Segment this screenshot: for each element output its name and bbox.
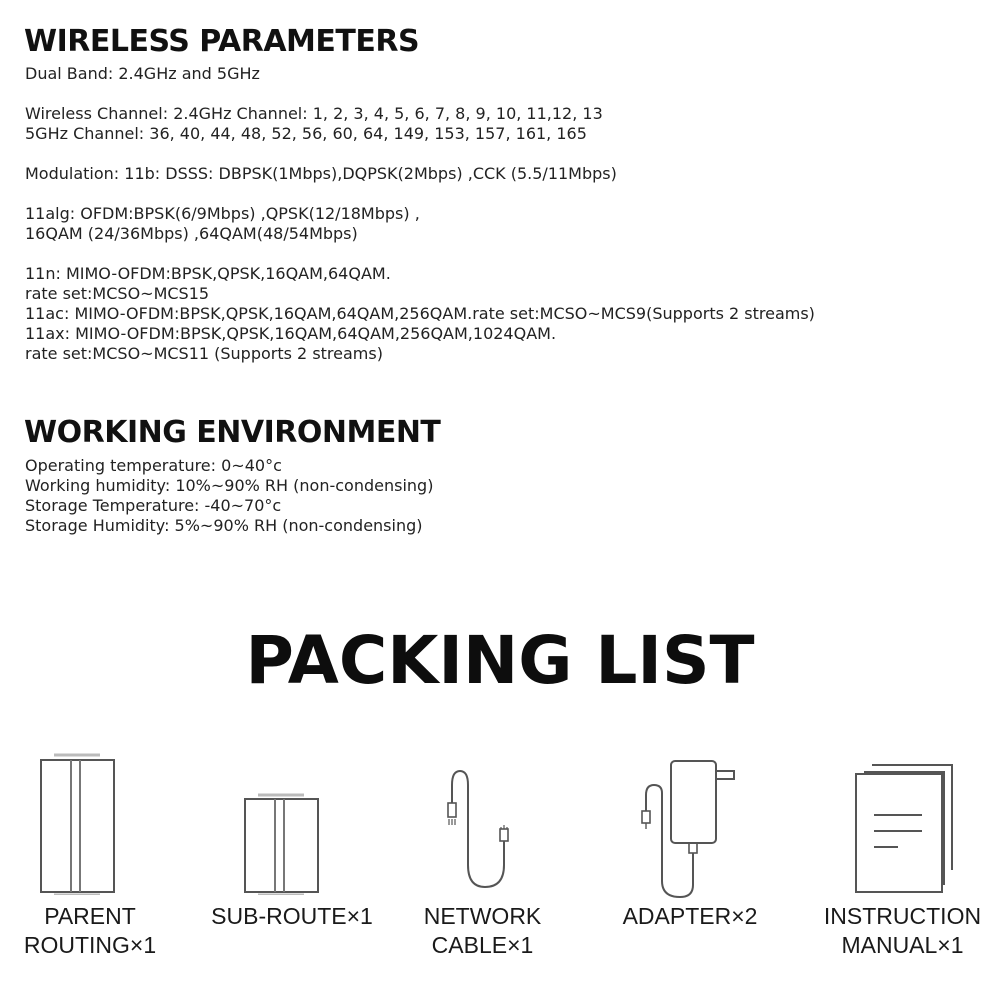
label-line: INSTRUCTION (823, 903, 982, 929)
label-line: NETWORK (423, 903, 542, 929)
spec-line: 11ax: MIMO-OFDM:BPSK,QPSK,16QAM,64QAM,256QAM,1024QAM. (25, 324, 557, 343)
working-environment-list (25, 456, 433, 536)
packing-label-manual (810, 902, 995, 960)
packing-label-sub-router (192, 902, 392, 931)
spec-line: rate set:MCSO~MCS15 (25, 284, 210, 303)
working-environment-heading: WORKING ENVIRONMENT (24, 415, 441, 450)
wireless-parameters-heading: WIRELESS PARAMETERS (24, 24, 420, 59)
packing-item-network-cable (440, 745, 520, 895)
spec-line: Operating temperature: 0~40°c (25, 456, 282, 475)
label-line: MANUAL×1 (841, 932, 964, 958)
packing-item-manual (852, 745, 962, 895)
spec-line: 11alg: OFDM:BPSK(6/9Mbps) ,QPSK(12/18Mbps) , (25, 204, 420, 223)
wireless-parameters-list (25, 64, 815, 364)
packing-label-parent-router (0, 902, 180, 960)
spec-line: Working humidity: 10%~90% RH (non-condensing) (25, 476, 434, 495)
packing-list-title: PACKING LIST (245, 622, 755, 699)
adapter-icon (630, 745, 740, 900)
label-line: ADAPTER×2 (622, 903, 758, 929)
network-cable-icon (440, 745, 520, 895)
packing-item-parent-router (38, 745, 118, 895)
parent-router-icon (38, 745, 118, 895)
spec-line: Storage Temperature: -40~70°c (25, 496, 282, 515)
spec-line: Modulation: 11b: DSSS: DBPSK(1Mbps),DQPSK(2Mbps) ,CCK (5.5/11Mbps) (25, 164, 617, 183)
spec-line: Wireless Channel: 2.4GHz Channel: 1, 2, 3, 4, 5, 6, 7, 8, 9, 10, 11,12, 13 (25, 104, 603, 123)
sub-router-icon (242, 745, 322, 895)
manual-icon (852, 745, 962, 895)
label-line: SUB-ROUTE×1 (211, 903, 373, 929)
spec-line: 11n: MIMO-OFDM:BPSK,QPSK,16QAM,64QAM. (25, 264, 391, 283)
spec-line: 11ac: MIMO-OFDM:BPSK,QPSK,16QAM,64QAM,256QAM.rate set:MCSO~MCS9(Supports 2 streams) (25, 304, 815, 323)
spec-line: rate set:MCSO~MCS11 (Supports 2 streams) (25, 344, 383, 363)
packing-label-adapter (600, 902, 780, 931)
packing-item-adapter (630, 745, 740, 900)
spec-line: 5GHz Channel: 36, 40, 44, 48, 52, 56, 60, 64, 149, 153, 157, 161, 165 (25, 124, 587, 143)
packing-item-sub-router (242, 745, 322, 895)
label-line: PARENT (44, 903, 136, 929)
label-line: CABLE×1 (431, 932, 534, 958)
packing-label-network-cable (400, 902, 565, 960)
spec-line: Storage Humidity: 5%~90% RH (non-condensing) (25, 516, 423, 535)
spec-line: 16QAM (24/36Mbps) ,64QAM(48/54Mbps) (25, 224, 358, 243)
label-line: ROUTING×1 (23, 932, 157, 958)
spec-line: Dual Band: 2.4GHz and 5GHz (25, 64, 260, 83)
